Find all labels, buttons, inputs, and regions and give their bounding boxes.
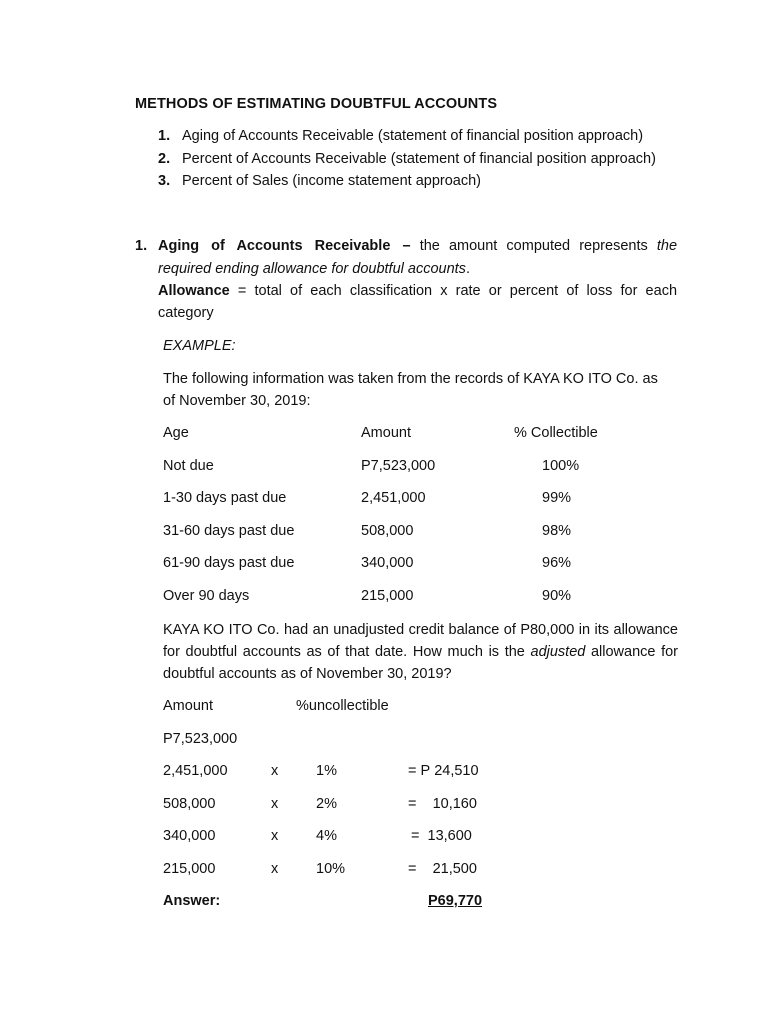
allowance-line-2: category: [158, 305, 214, 321]
table1-row-age: Not due: [163, 458, 214, 474]
method-item-2: [158, 149, 656, 169]
section-definition-line: [158, 258, 470, 280]
table2-row-amount: 340,000: [163, 828, 216, 844]
method-item-1: [158, 126, 643, 146]
allowance-label: Allowance: [158, 283, 230, 299]
table2-row-times: x: [271, 796, 279, 812]
section-heading: Aging of Accounts Receivable –: [158, 238, 411, 254]
method-number: 2.: [158, 151, 171, 167]
table2-row-pct: 1%: [316, 763, 337, 779]
table2-row-result: = 21,500: [408, 861, 477, 877]
table1-row-amount: 508,000: [361, 523, 414, 539]
section-heading-line: [158, 235, 677, 257]
method-text: Aging of Accounts Receivable (statement of financial position approach): [182, 128, 644, 144]
table1-row-amount: 2,451,000: [361, 490, 426, 506]
table1-row-pct: 96%: [542, 555, 572, 571]
table2-row-pct: 4%: [316, 828, 337, 844]
method-number: 1.: [158, 128, 171, 144]
page-title: METHODS OF ESTIMATING DOUBTFUL ACCOUNTS: [135, 96, 498, 112]
table2-row-times: x: [271, 828, 279, 844]
table1-row-pct: 98%: [542, 523, 572, 539]
section-definition-end: .: [465, 261, 470, 277]
table1-row-age: 1-30 days past due: [163, 490, 287, 506]
table2-row-times: x: [271, 763, 279, 779]
question-line-3: doubtful accounts as of November 30, 2019?: [163, 666, 452, 682]
table2-row-times: x: [271, 861, 279, 877]
allowance-line: [158, 280, 677, 302]
question-italic: adjusted: [530, 644, 586, 660]
answer-label: Answer:: [163, 893, 221, 909]
table1-row-amount: 340,000: [361, 555, 414, 571]
section-heading-italic: the: [656, 238, 678, 254]
table1-header-age: Age: [163, 425, 189, 441]
table2-row-amount: 508,000: [163, 796, 216, 812]
method-text: Percent of Accounts Receivable (statement of financial position approach): [182, 151, 656, 167]
intro-line-1: The following information was taken from the records of KAYA KO ITO Co. as: [163, 371, 658, 387]
table2-row-pct: 10%: [316, 861, 346, 877]
table1-row-age: 61-90 days past due: [163, 555, 295, 571]
section-heading-text: the amount computed represents: [419, 238, 648, 254]
table1-row-amount: 215,000: [361, 588, 414, 604]
method-text: Percent of Sales (income statement approach): [182, 173, 482, 189]
method-item-3: [158, 171, 481, 191]
section-number: 1.: [135, 238, 148, 254]
method-number: 3.: [158, 173, 171, 189]
answer-value: P69,770: [428, 893, 483, 909]
section-definition-italic: required ending allowance for doubtful accounts: [158, 261, 466, 277]
table2-row-pct: 2%: [316, 796, 337, 812]
table2-row-amount: 215,000: [163, 861, 216, 877]
question-line-2-text: for doubtful accounts as of that date. How much is the: [163, 644, 525, 660]
table2-first-amount: P7,523,000: [163, 731, 238, 747]
example-label: EXAMPLE:: [163, 338, 236, 354]
table1-row-pct: 100%: [542, 458, 580, 474]
question-line-2: [163, 641, 678, 663]
intro-line-2: of November 30, 2019:: [163, 393, 311, 409]
table1-header-amount: Amount: [361, 425, 411, 441]
table1-row-age: 31-60 days past due: [163, 523, 295, 539]
table2-row-result: = 10,160: [408, 796, 477, 812]
table1-row-age: Over 90 days: [163, 588, 250, 604]
table2-row-result: = P 24,510: [408, 763, 479, 779]
allowance-text: = total of each classification x rate or percent of loss for each: [237, 283, 678, 299]
table1-row-amount: P7,523,000: [361, 458, 436, 474]
table1-row-pct: 90%: [542, 588, 572, 604]
table2-row-result: = 13,600: [411, 828, 472, 844]
question-line-2-end: allowance for: [590, 644, 679, 660]
table2-row-amount: 2,451,000: [163, 763, 228, 779]
table2-header-amount: Amount: [163, 698, 213, 714]
table2-header-uncollectible: %uncollectible: [296, 698, 389, 714]
question-line-1: KAYA KO ITO Co. had an unadjusted credit balance of P80,000 in its allowance: [163, 622, 678, 638]
table1-row-pct: 99%: [542, 490, 572, 506]
table1-header-collectible: % Collectible: [514, 425, 598, 441]
